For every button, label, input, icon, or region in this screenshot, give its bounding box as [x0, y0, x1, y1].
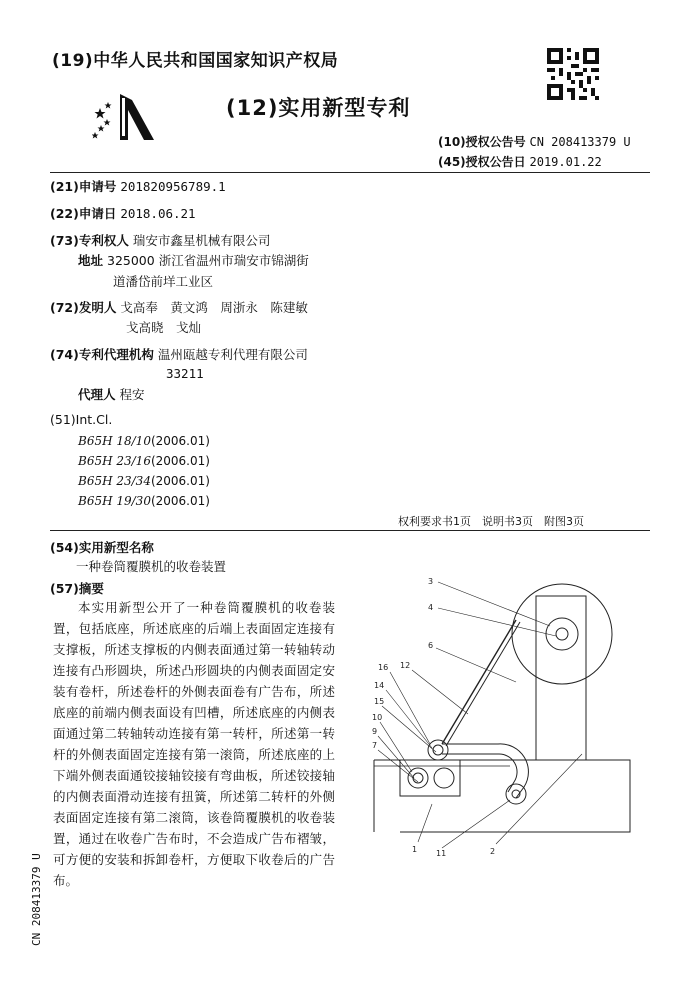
ipc-entry — [78, 434, 210, 448]
patent-office-name: (19)中华人民共和国国家知识产权局 — [52, 51, 339, 71]
application-date-row — [50, 204, 196, 222]
first-roller — [408, 768, 428, 788]
film-roll — [512, 584, 612, 684]
ipc-entry — [78, 474, 210, 488]
publication-date: 2019.01.22 — [529, 155, 602, 169]
figure-label: 4 — [428, 603, 434, 612]
biblio-divider — [50, 530, 650, 531]
advertising-cloth — [442, 620, 516, 744]
address-line-2: 道潘岱前垟工业区 — [113, 274, 214, 289]
figure-label: 10 — [372, 713, 383, 722]
cnipa-logo-icon — [92, 92, 156, 142]
intcl-label: (51)Int.Cl. — [50, 412, 113, 427]
title-label: (54)实用新型名称 — [50, 540, 154, 555]
patentee-label: (73)专利权人 — [50, 233, 129, 248]
inventors-label: (72)发明人 — [50, 300, 117, 315]
publication-number: CN 208413379 U — [529, 135, 631, 149]
abstract-label: (57)摘要 — [50, 581, 104, 596]
side-publication-number: CN 208413379 U — [30, 853, 43, 946]
address-label: 地址 — [78, 253, 104, 268]
ipc-version: (2006.01) — [150, 434, 210, 448]
application-number-label: (21)申请号 — [50, 179, 117, 194]
utility-model-title: 一种卷筒覆膜机的收卷装置 — [76, 559, 227, 574]
application-number: 201820956789.1 — [120, 179, 226, 194]
publication-date-label: (45)授权公告日 — [438, 155, 526, 169]
application-date: 2018.06.21 — [120, 206, 196, 221]
abstract-text: 本实用新型公开了一种卷筒覆膜机的收卷装置，包括底座，所述底座的后端上表面固定连接有支撑板，所述支撑板的内侧表面通过第一转轴转动连接有凸形圆块，所述凸形圆块的内侧表面固定安装有卷杆，所述卷杆的外侧表面卷有广告布，所述底座的前端内侧表面设有凹槽，所述底座的内侧表面通过第二转轴转动连接有第一转杆，所述第一转杆的外侧表面固定连接有第一滚筒，所述底座的上下端外侧表面通铰接轴铰接有弯曲板，所述铰接轴的内侧表面滑动连接有扭簧，所述第二转杆的外侧表面固定连接有第二滚筒，该卷筒覆膜机的收卷装置，通过在收卷广告布时，不会造成广告布褶皱，可方便的安装和拆卸卷杆，方便取下收卷后的广告布。 — [53, 600, 335, 888]
qr-code-icon — [547, 48, 599, 100]
figure-label: 1 — [412, 845, 418, 854]
patentee: 瑞安市鑫星机械有限公司 — [132, 233, 271, 248]
document-type-title: (12)实用新型专利 — [226, 96, 411, 120]
inventors-line-2: 戈高晓 戈灿 — [126, 320, 202, 335]
upper-roller — [428, 740, 448, 760]
figure-label: 2 — [490, 847, 496, 856]
publication-number-row — [438, 133, 631, 150]
ipc-version: (2006.01) — [150, 494, 210, 508]
figure-label: 16 — [378, 663, 389, 672]
second-roller — [434, 768, 454, 788]
agent: 程安 — [119, 387, 145, 402]
agency-label: (74)专利代理机构 — [50, 347, 154, 362]
ipc-entry — [78, 454, 210, 468]
patentee-row — [50, 231, 270, 249]
agent-row — [78, 385, 145, 403]
address-row — [78, 251, 309, 269]
ipc-code: B65H 23/34 — [78, 474, 151, 488]
figure-label: 15 — [374, 697, 385, 706]
application-date-label: (22)申请日 — [50, 206, 117, 221]
figure-label: 11 — [436, 849, 447, 858]
figure-label: 6 — [428, 641, 434, 650]
agent-label: 代理人 — [78, 387, 116, 402]
address-line-1: 325000 浙江省温州市瑞安市锦湖街 — [107, 253, 309, 268]
ipc-version: (2006.01) — [150, 474, 210, 488]
inventors-row — [50, 298, 308, 316]
figure-label: 7 — [372, 741, 378, 750]
publication-number-label: (10)授权公告号 — [438, 135, 526, 149]
ipc-code: B65H 18/10 — [78, 434, 151, 448]
figure-label: 3 — [428, 577, 434, 586]
agency-row — [50, 345, 308, 363]
figure-label: 14 — [374, 681, 385, 690]
support-plate — [536, 596, 586, 760]
header-divider — [50, 172, 650, 173]
publication-date-row — [438, 153, 602, 170]
figure-label: 9 — [372, 727, 378, 736]
figure-label: 12 — [400, 661, 411, 670]
agency-line-1: 温州瓯越专利代理有限公司 — [157, 347, 308, 362]
inventors-line-1: 戈高奉 黄文鸿 周浙永 陈建敏 — [120, 300, 308, 315]
ipc-code: B65H 19/30 — [78, 494, 151, 508]
application-number-row — [50, 177, 226, 195]
abstract-figure — [360, 572, 660, 862]
page-counts: 权利要求书1页 说明书3页 附图3页 — [398, 515, 584, 528]
ipc-code: B65H 23/16 — [78, 454, 151, 468]
ipc-entry — [78, 494, 210, 508]
ipc-version: (2006.01) — [150, 454, 210, 468]
agency-code: 33211 — [166, 366, 204, 381]
